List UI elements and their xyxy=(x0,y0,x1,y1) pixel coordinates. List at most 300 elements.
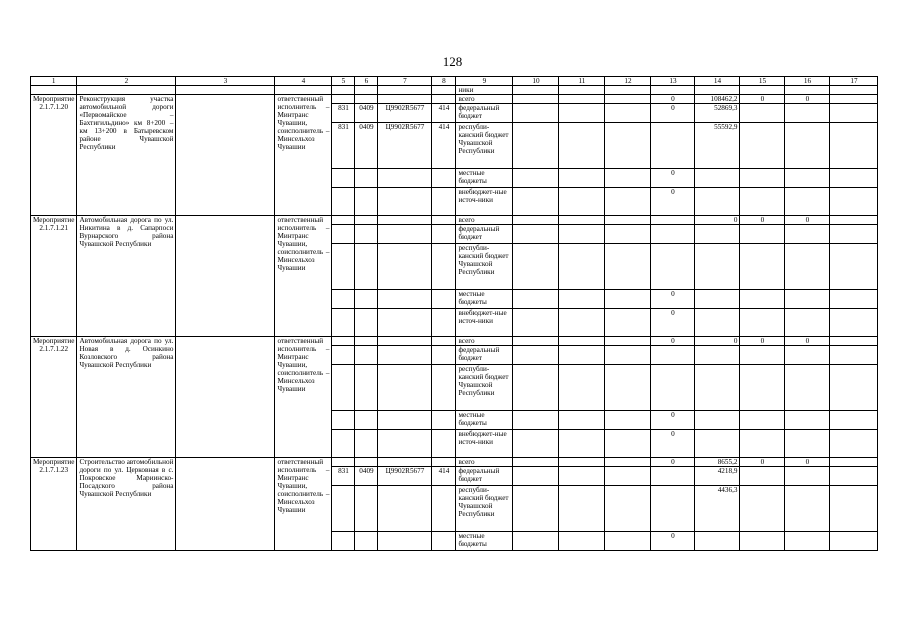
funding-source: местные бюджеты xyxy=(456,290,513,309)
measure-code: Мероприятие 2.1.7.1.22 xyxy=(31,337,77,458)
column-number: 6 xyxy=(355,77,378,86)
value-cell xyxy=(559,486,605,532)
value-cell: 0 xyxy=(695,337,740,346)
value-cell xyxy=(651,467,695,486)
value-cell xyxy=(740,309,785,337)
budget-code xyxy=(332,458,355,467)
value-cell xyxy=(513,346,559,365)
funding-source: федеральный бюджет xyxy=(456,225,513,244)
budget-code xyxy=(378,458,432,467)
measure-name: Реконструкция участка автомобильной дороги «Первомайское – Бахтигильдино» км 8+200 – км 13+200 в Батыревском районе Чувашской Республики xyxy=(77,95,176,216)
budget-code xyxy=(332,532,355,551)
budget-code xyxy=(332,346,355,365)
budget-code xyxy=(332,216,355,225)
value-cell xyxy=(651,486,695,532)
budget-code xyxy=(378,309,432,337)
page-number: 128 xyxy=(442,54,463,69)
budget-code xyxy=(432,244,456,290)
value-cell xyxy=(830,290,878,309)
funding-source: федеральный бюджет xyxy=(456,104,513,123)
table-cell xyxy=(605,86,651,95)
column-number: 13 xyxy=(651,77,695,86)
budget-code xyxy=(355,365,378,411)
table-cell xyxy=(332,86,355,95)
table-cell xyxy=(176,337,275,458)
budget-code xyxy=(355,95,378,104)
value-cell xyxy=(740,411,785,430)
value-cell xyxy=(559,365,605,411)
funding-source: внебюджет-ные источ-ники xyxy=(456,188,513,216)
budget-code xyxy=(378,188,432,216)
value-cell xyxy=(605,188,651,216)
value-cell xyxy=(513,411,559,430)
value-cell xyxy=(513,104,559,123)
budget-code xyxy=(355,411,378,430)
value-cell xyxy=(830,104,878,123)
measure-executor: ответственный исполнитель – Минтранс Чувашии, соисполнитель – Минсельхоз Чувашии xyxy=(275,216,332,337)
budget-code xyxy=(332,411,355,430)
value-cell: 0 xyxy=(651,290,695,309)
value-cell: 0 xyxy=(740,216,785,225)
value-cell xyxy=(513,430,559,458)
budget-code xyxy=(378,411,432,430)
value-cell: 0 xyxy=(651,188,695,216)
budget-code xyxy=(432,458,456,467)
measure-code: Мероприятие 2.1.7.1.23 xyxy=(31,458,77,551)
value-cell xyxy=(740,532,785,551)
funding-source: республи-канский бюджет Чувашской Республики xyxy=(456,365,513,411)
value-cell xyxy=(740,104,785,123)
value-cell xyxy=(513,309,559,337)
table-cell: ники xyxy=(456,86,513,95)
value-cell xyxy=(559,411,605,430)
budget-code xyxy=(332,365,355,411)
value-cell xyxy=(830,95,878,104)
value-cell xyxy=(785,169,830,188)
value-cell xyxy=(830,467,878,486)
value-cell xyxy=(559,337,605,346)
value-cell xyxy=(513,467,559,486)
value-cell xyxy=(785,188,830,216)
budget-code xyxy=(378,244,432,290)
value-cell xyxy=(605,467,651,486)
value-cell: 0 xyxy=(651,532,695,551)
value-cell xyxy=(785,430,830,458)
budget-code xyxy=(332,486,355,532)
value-cell xyxy=(559,104,605,123)
budget-code xyxy=(432,290,456,309)
budget-code xyxy=(355,532,378,551)
value-cell xyxy=(740,169,785,188)
value-cell xyxy=(830,244,878,290)
column-number: 10 xyxy=(513,77,559,86)
value-cell xyxy=(740,365,785,411)
value-cell xyxy=(830,169,878,188)
table-cell xyxy=(355,86,378,95)
carry-over-row xyxy=(31,86,878,95)
value-cell xyxy=(605,411,651,430)
value-cell xyxy=(740,123,785,169)
table-cell xyxy=(432,86,456,95)
measure-executor: ответственный исполнитель – Минтранс Чувашии, соисполнитель – Минсельхоз Чувашии xyxy=(275,337,332,458)
value-cell xyxy=(651,123,695,169)
value-cell xyxy=(513,123,559,169)
table-cell xyxy=(176,95,275,216)
funding-source: всего xyxy=(456,216,513,225)
value-cell xyxy=(830,532,878,551)
value-cell xyxy=(513,458,559,467)
value-cell xyxy=(559,188,605,216)
column-number-row xyxy=(31,77,878,86)
value-cell xyxy=(695,290,740,309)
column-number: 3 xyxy=(176,77,275,86)
value-cell xyxy=(513,95,559,104)
budget-code xyxy=(378,486,432,532)
value-cell xyxy=(695,244,740,290)
value-cell xyxy=(605,244,651,290)
budget-code xyxy=(355,458,378,467)
budget-code xyxy=(355,244,378,290)
column-number: 16 xyxy=(785,77,830,86)
value-cell xyxy=(559,123,605,169)
budget-code xyxy=(378,430,432,458)
budget-code: 414 xyxy=(432,123,456,169)
table-cell xyxy=(559,86,605,95)
value-cell xyxy=(785,411,830,430)
budget-code xyxy=(432,430,456,458)
table-row xyxy=(31,458,878,467)
table-cell xyxy=(176,458,275,551)
budget-code xyxy=(332,225,355,244)
budget-code: 0409 xyxy=(355,467,378,486)
value-cell xyxy=(830,309,878,337)
column-number: 11 xyxy=(559,77,605,86)
budget-code xyxy=(355,225,378,244)
value-cell xyxy=(513,337,559,346)
value-cell: 0 xyxy=(651,104,695,123)
funding-source: федеральный бюджет xyxy=(456,346,513,365)
budget-code: 0409 xyxy=(355,104,378,123)
budget-code xyxy=(332,290,355,309)
value-cell xyxy=(740,486,785,532)
budget-code xyxy=(432,486,456,532)
value-cell xyxy=(740,244,785,290)
budget-code xyxy=(332,430,355,458)
value-cell xyxy=(513,225,559,244)
table-cell xyxy=(695,86,740,95)
funding-source: местные бюджеты xyxy=(456,411,513,430)
value-cell xyxy=(785,244,830,290)
budget-code xyxy=(432,95,456,104)
value-cell xyxy=(785,486,830,532)
budget-code: Ц9902R5677 xyxy=(378,123,432,169)
budget-code xyxy=(355,216,378,225)
value-cell xyxy=(605,104,651,123)
value-cell xyxy=(785,225,830,244)
value-cell xyxy=(559,532,605,551)
value-cell xyxy=(605,123,651,169)
value-cell xyxy=(830,411,878,430)
value-cell xyxy=(785,309,830,337)
value-cell xyxy=(605,225,651,244)
value-cell: 0 xyxy=(785,95,830,104)
value-cell: 108462,2 xyxy=(695,95,740,104)
budget-code: 0409 xyxy=(355,123,378,169)
column-number: 4 xyxy=(275,77,332,86)
value-cell xyxy=(830,123,878,169)
budget-code xyxy=(355,309,378,337)
value-cell xyxy=(513,244,559,290)
budget-code xyxy=(378,216,432,225)
value-cell xyxy=(830,458,878,467)
funding-source: республи-канский бюджет Чувашской Республики xyxy=(456,486,513,532)
table-cell xyxy=(275,86,332,95)
column-number: 1 xyxy=(31,77,77,86)
value-cell xyxy=(695,430,740,458)
table-cell xyxy=(513,86,559,95)
funding-source: всего xyxy=(456,95,513,104)
funding-source: республи-канский бюджет Чувашской Республики xyxy=(456,123,513,169)
budget-code xyxy=(355,346,378,365)
column-number: 7 xyxy=(378,77,432,86)
funding-source: всего xyxy=(456,337,513,346)
budget-code xyxy=(355,430,378,458)
value-cell xyxy=(605,346,651,365)
value-cell: 0 xyxy=(785,216,830,225)
value-cell xyxy=(830,337,878,346)
value-cell xyxy=(605,486,651,532)
value-cell xyxy=(695,365,740,411)
value-cell xyxy=(605,290,651,309)
budget-code xyxy=(378,290,432,309)
value-cell xyxy=(605,337,651,346)
column-number: 14 xyxy=(695,77,740,86)
budget-code xyxy=(378,532,432,551)
budget-code xyxy=(355,290,378,309)
value-cell xyxy=(513,290,559,309)
measure-executor: ответственный исполнитель – Минтранс Чувашии, соисполнитель – Минсельхоз Чувашии xyxy=(275,458,332,551)
value-cell xyxy=(785,123,830,169)
budget-code: 414 xyxy=(432,104,456,123)
budget-code: 414 xyxy=(432,467,456,486)
value-cell xyxy=(605,430,651,458)
column-number: 17 xyxy=(830,77,878,86)
value-cell xyxy=(695,532,740,551)
value-cell xyxy=(740,225,785,244)
column-number: 8 xyxy=(432,77,456,86)
value-cell: 0 xyxy=(651,430,695,458)
value-cell xyxy=(605,216,651,225)
measure-name: Автомобильная дорога по ул. Новая в д. Осинкино Козловского района Чувашской Республики xyxy=(77,337,176,458)
value-cell: 0 xyxy=(651,95,695,104)
value-cell xyxy=(513,169,559,188)
value-cell: 52869,3 xyxy=(695,104,740,123)
value-cell xyxy=(559,309,605,337)
budget-code xyxy=(378,95,432,104)
budget-code xyxy=(355,169,378,188)
budget-code: 831 xyxy=(332,467,355,486)
budget-code xyxy=(432,365,456,411)
value-cell xyxy=(830,216,878,225)
value-cell xyxy=(695,188,740,216)
table-cell xyxy=(740,86,785,95)
value-cell xyxy=(605,458,651,467)
value-cell xyxy=(559,244,605,290)
value-cell xyxy=(695,309,740,337)
value-cell xyxy=(785,365,830,411)
budget-code xyxy=(332,309,355,337)
value-cell xyxy=(830,486,878,532)
measure-code: Мероприятие 2.1.7.1.21 xyxy=(31,216,77,337)
value-cell xyxy=(695,225,740,244)
value-cell xyxy=(513,532,559,551)
table-cell xyxy=(176,86,275,95)
budget-code xyxy=(432,337,456,346)
budget-code xyxy=(378,225,432,244)
value-cell xyxy=(559,346,605,365)
value-cell: 4436,3 xyxy=(695,486,740,532)
value-cell xyxy=(605,532,651,551)
funding-source: местные бюджеты xyxy=(456,532,513,551)
budget-code xyxy=(332,95,355,104)
value-cell xyxy=(740,430,785,458)
value-cell xyxy=(605,309,651,337)
budget-code xyxy=(378,365,432,411)
budget-code xyxy=(432,169,456,188)
measure-name: Строительство автомобильной дороги по ул. Церковная в с. Покровское Мариинско-Посадского района Чувашской Республики xyxy=(77,458,176,551)
value-cell xyxy=(740,290,785,309)
value-cell xyxy=(785,104,830,123)
funding-source: внебюджет-ные источ-ники xyxy=(456,430,513,458)
budget-code xyxy=(432,188,456,216)
budget-code xyxy=(432,225,456,244)
value-cell xyxy=(559,467,605,486)
funding-source: федеральный бюджет xyxy=(456,467,513,486)
funding-source: внебюджет-ные источ-ники xyxy=(456,309,513,337)
value-cell xyxy=(605,169,651,188)
value-cell xyxy=(785,290,830,309)
value-cell xyxy=(651,365,695,411)
budget-code xyxy=(378,346,432,365)
value-cell xyxy=(785,467,830,486)
measure-executor: ответственный исполнитель – Минтранс Чувашии, соисполнитель – Минсельхоз Чувашии xyxy=(275,95,332,216)
value-cell: 0 xyxy=(785,458,830,467)
budget-code xyxy=(332,169,355,188)
measure-name: Автомобильная дорога по ул. Никитина в д. Сапарпоси Вурнарского района Чувашской Республики xyxy=(77,216,176,337)
funding-source: всего xyxy=(456,458,513,467)
value-cell xyxy=(651,346,695,365)
value-cell xyxy=(559,430,605,458)
table-row xyxy=(31,216,878,225)
value-cell: 0 xyxy=(740,337,785,346)
budget-code xyxy=(432,309,456,337)
budget-code xyxy=(432,346,456,365)
value-cell xyxy=(513,188,559,216)
budget-table xyxy=(30,76,878,551)
value-cell xyxy=(513,486,559,532)
column-number: 9 xyxy=(456,77,513,86)
value-cell: 0 xyxy=(740,458,785,467)
value-cell xyxy=(830,430,878,458)
value-cell: 0 xyxy=(651,337,695,346)
value-cell xyxy=(651,225,695,244)
value-cell: 4218,9 xyxy=(695,467,740,486)
value-cell xyxy=(559,290,605,309)
column-number: 15 xyxy=(740,77,785,86)
budget-code xyxy=(332,244,355,290)
value-cell xyxy=(830,225,878,244)
value-cell xyxy=(651,244,695,290)
value-cell xyxy=(740,188,785,216)
budget-code xyxy=(355,486,378,532)
table-cell xyxy=(31,86,77,95)
value-cell xyxy=(695,346,740,365)
value-cell: 0 xyxy=(785,337,830,346)
table-cell xyxy=(176,216,275,337)
budget-code xyxy=(355,188,378,216)
budget-code xyxy=(378,169,432,188)
column-number: 5 xyxy=(332,77,355,86)
value-cell xyxy=(740,467,785,486)
budget-code xyxy=(332,337,355,346)
value-cell xyxy=(651,216,695,225)
budget-code: Ц9902R5677 xyxy=(378,467,432,486)
value-cell xyxy=(559,225,605,244)
value-cell: 0 xyxy=(651,411,695,430)
value-cell xyxy=(605,95,651,104)
value-cell xyxy=(830,188,878,216)
value-cell xyxy=(559,216,605,225)
table-cell xyxy=(77,86,176,95)
budget-code xyxy=(355,337,378,346)
funding-source: местные бюджеты xyxy=(456,169,513,188)
value-cell: 0 xyxy=(651,309,695,337)
value-cell xyxy=(785,346,830,365)
column-number: 2 xyxy=(77,77,176,86)
column-number: 12 xyxy=(605,77,651,86)
budget-code xyxy=(378,337,432,346)
measure-code: Мероприятие 2.1.7.1.20 xyxy=(31,95,77,216)
value-cell xyxy=(605,365,651,411)
budget-code xyxy=(432,532,456,551)
value-cell xyxy=(695,169,740,188)
value-cell: 8655,2 xyxy=(695,458,740,467)
table-cell xyxy=(785,86,830,95)
value-cell xyxy=(513,216,559,225)
budget-code: 831 xyxy=(332,123,355,169)
table-cell xyxy=(830,86,878,95)
value-cell: 0 xyxy=(651,458,695,467)
budget-code: Ц9902R5677 xyxy=(378,104,432,123)
value-cell xyxy=(513,365,559,411)
value-cell xyxy=(740,346,785,365)
budget-code xyxy=(432,411,456,430)
value-cell xyxy=(559,95,605,104)
value-cell: 0 xyxy=(651,169,695,188)
budget-code: 831 xyxy=(332,104,355,123)
value-cell xyxy=(830,365,878,411)
table-row xyxy=(31,95,878,104)
value-cell xyxy=(559,169,605,188)
value-cell xyxy=(830,346,878,365)
value-cell: 0 xyxy=(740,95,785,104)
table-cell xyxy=(651,86,695,95)
table-row xyxy=(31,337,878,346)
value-cell: 0 xyxy=(695,216,740,225)
value-cell xyxy=(785,532,830,551)
funding-source: республи-канский бюджет Чувашской Республики xyxy=(456,244,513,290)
value-cell: 55592,9 xyxy=(695,123,740,169)
